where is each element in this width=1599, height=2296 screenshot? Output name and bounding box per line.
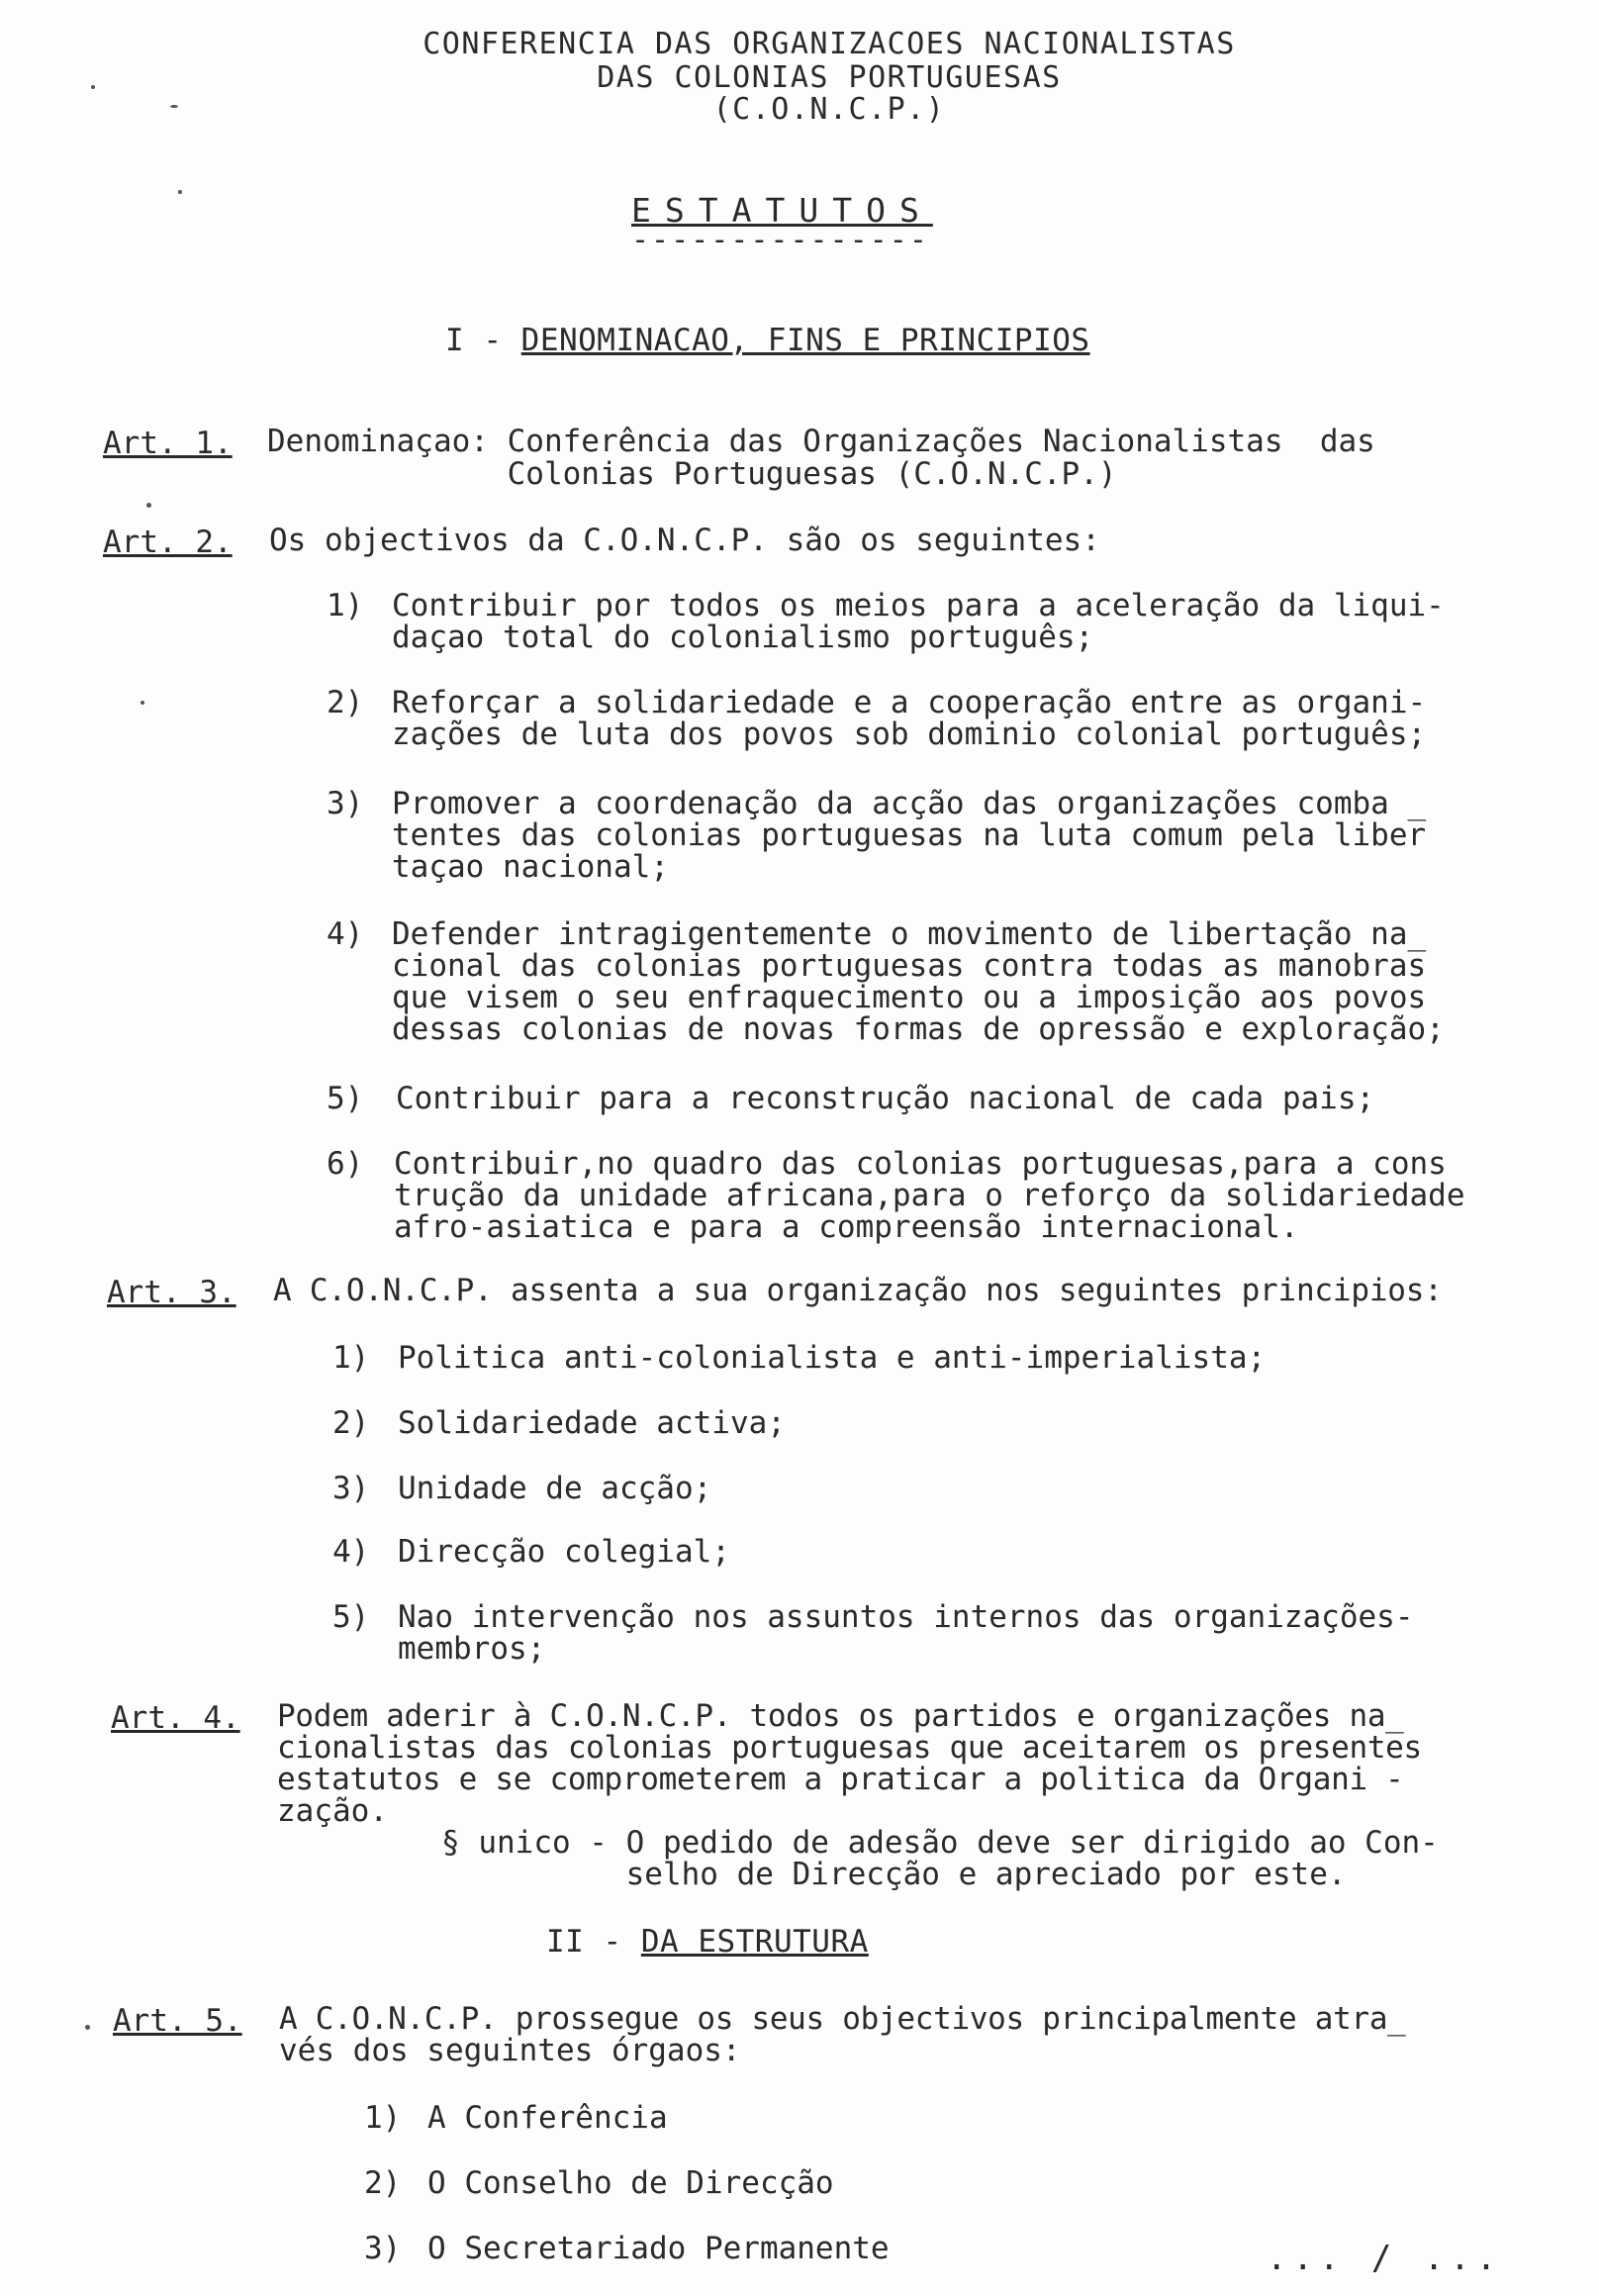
item-line: Defender intragigentemente o movimento de libertação na_ <box>392 916 1427 952</box>
section-number: II - <box>546 1924 641 1960</box>
title-rule: --------------- <box>631 223 929 257</box>
item-line: trução da unidade africana,para o reforço da solidariedade <box>394 1178 1465 1213</box>
item-number: 6) <box>327 1146 364 1182</box>
item-line: Contribuir por todos os meios para a aceleração da liqui- <box>392 588 1445 623</box>
scan-speck <box>170 105 178 108</box>
item-number: 2) <box>332 1405 370 1441</box>
item-line: daçao total do colonialismo português; <box>392 620 1094 655</box>
item-line: zações de luta dos povos sob dominio colonial português; <box>392 717 1427 752</box>
item-number: 3) <box>332 1471 370 1506</box>
item-line: cional das colonias portuguesas contra todas as manobras <box>392 948 1427 984</box>
article-label: Art. 2. <box>103 525 233 560</box>
scan-speck <box>85 2025 90 2030</box>
article-label: Art. 5. <box>113 2003 242 2039</box>
item-line: A Conferência <box>427 2100 668 2136</box>
item-line: Contribuir,no quadro das colonias portuguesas,para a cons <box>394 1146 1447 1182</box>
item-line: Reforçar a solidariedade e a cooperação entre as organi- <box>392 685 1427 720</box>
art5-line: vés dos seguintes órgaos: <box>279 2033 741 2068</box>
item-line: Promover a coordenação da acção das organizações comba _ <box>392 786 1427 821</box>
scan-speck <box>146 503 151 508</box>
item-line: taçao nacional; <box>392 849 669 885</box>
item-number: 5) <box>332 1599 370 1635</box>
single-paragraph-line: § unico - O pedido de adesão deve ser dirigido ao Con- <box>441 1825 1439 1861</box>
scan-speck <box>91 85 95 89</box>
item-line: dessas colonias de novas formas de opressão e exploração; <box>392 1011 1445 1047</box>
item-number: 5) <box>327 1081 364 1116</box>
article-label: Art. 1. <box>103 426 233 461</box>
art4-line: Podem aderir à C.O.N.C.P. todos os partidos e organizações na_ <box>277 1698 1404 1734</box>
item-number: 1) <box>364 2100 402 2136</box>
continuation-marker: ... / ... <box>1267 2239 1503 2278</box>
item-line: Direcção colegial; <box>398 1534 730 1570</box>
art4-line: estatutos e se comprometerem a praticar a politica da Organi - <box>277 1762 1404 1797</box>
single-paragraph-line: selho de Direcção e apreciado por este. <box>441 1857 1347 1892</box>
item-line: Contribuir para a reconstrução nacional de cada pais; <box>396 1081 1375 1116</box>
item-line: que visem o seu enfraquecimento ou a imposição aos povos <box>392 980 1427 1015</box>
art5-line: A C.O.N.C.P. prossegue os seus objectivos principalmente atra_ <box>279 2001 1406 2037</box>
item-line: Nao intervenção nos assuntos internos das organizações- <box>398 1599 1414 1635</box>
art3-intro: A C.O.N.C.P. assenta a sua organização nos seguintes principios: <box>273 1273 1443 1308</box>
section-heading-2 <box>546 1926 869 1959</box>
item-number: 3) <box>327 786 364 821</box>
item-line: membros; <box>398 1631 546 1667</box>
item-line: Unidade de acção; <box>398 1471 712 1506</box>
art1-line: Denominaçao: Conferência das Organizações Nacionalistas das <box>267 424 1375 459</box>
org-name-line1: CONFERENCIA DAS ORGANIZACOES NACIONALISTAS <box>423 27 1236 61</box>
item-number: 1) <box>327 588 364 623</box>
section-label: DA ESTRUTURA <box>640 1924 869 1960</box>
item-number: 1) <box>332 1340 370 1376</box>
item-number: 4) <box>327 916 364 952</box>
item-number: 2) <box>327 685 364 720</box>
item-number: 2) <box>364 2165 402 2201</box>
item-line: O Secretariado Permanente <box>427 2231 890 2266</box>
org-name-line2: DAS COLONIAS PORTUGUESAS <box>597 60 1062 95</box>
section-label: DENOMINACAO, FINS E PRINCIPIOS <box>520 323 1090 358</box>
scan-speck <box>178 190 182 194</box>
item-line: tentes das colonias portuguesas na luta comum pela liber <box>392 817 1427 853</box>
art1-line: Colonias Portuguesas (C.O.N.C.P.) <box>267 456 1117 492</box>
item-line: afro-asiatica e para a compreensão internacional. <box>394 1209 1299 1245</box>
scan-speck <box>141 701 144 705</box>
item-number: 4) <box>332 1534 370 1570</box>
section-number: I - <box>445 323 521 358</box>
article-label: Art. 4. <box>111 1700 240 1736</box>
article-label: Art. 3. <box>107 1275 236 1310</box>
item-line: Solidariedade activa; <box>398 1405 786 1441</box>
org-acronym: (C.O.N.C.P.) <box>712 92 946 127</box>
art2-intro: Os objectivos da C.O.N.C.P. são os seguintes: <box>269 523 1100 558</box>
section-heading-1 <box>445 325 1090 357</box>
document-title: ESTATUTOS <box>631 191 933 230</box>
item-number: 3) <box>364 2231 402 2266</box>
item-line: Politica anti-colonialista e anti-imperialista; <box>398 1340 1267 1376</box>
art4-line: zação. <box>277 1793 388 1829</box>
art4-line: cionalistas das colonias portuguesas que aceitarem os presentes <box>277 1730 1422 1766</box>
item-line: O Conselho de Direcção <box>427 2165 834 2201</box>
